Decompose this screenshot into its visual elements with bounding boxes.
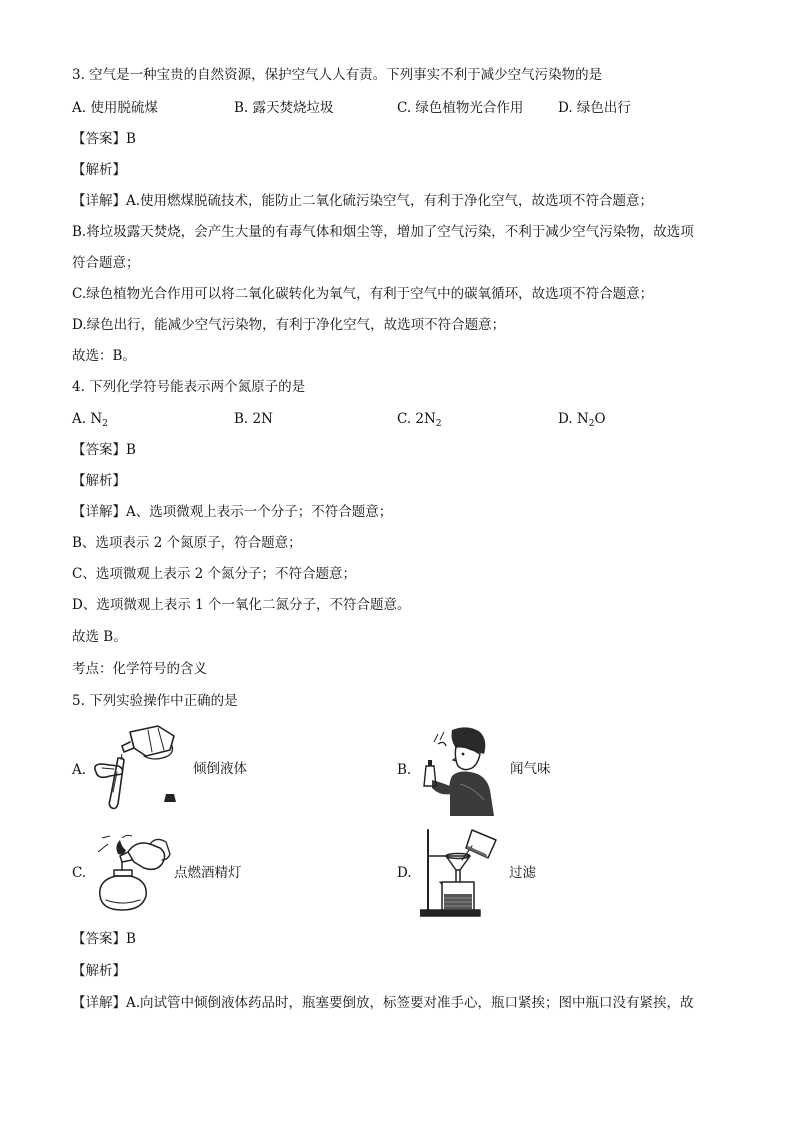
q4-detail-line: C、选项微观上表示 2 个氮分子；不符合题意；	[72, 566, 357, 582]
q3-detail-line: D.绿色出行，能减少空气污染物，有利于净化空气，故选项不符合题意；	[72, 317, 506, 333]
q4-detail-line: D、选项微观上表示 1 个一氧化二氮分子，不符合题意。	[72, 597, 411, 613]
q3-analysis-heading: 【解析】	[72, 162, 126, 178]
q3-option-c: C. 绿色植物光合作用	[397, 100, 524, 116]
q4-stem: 4. 下列化学符号能表示两个氮原子的是	[72, 379, 306, 395]
q5-option-b-caption: 闻气味	[510, 761, 551, 777]
q4-option-b: B. 2N	[234, 411, 273, 427]
q3-conclusion: 故选：B。	[72, 348, 136, 364]
q4-analysis-heading: 【解析】	[72, 473, 126, 489]
q5-option-d-letter: D.	[397, 865, 412, 881]
q3-detail-line: 符合题意；	[72, 255, 140, 271]
filtration-icon	[420, 826, 504, 918]
q5-option-c-letter: C.	[72, 865, 87, 881]
q4-option-d: D. $N_2O$	[558, 411, 606, 429]
q4-conclusion: 故选 B。	[72, 629, 127, 645]
q5-option-a-letter: A.	[72, 762, 87, 778]
q3-option-b: B. 露天焚烧垃圾	[234, 100, 334, 116]
pouring-liquid-icon	[88, 722, 188, 814]
q5-analysis-heading: 【解析】	[72, 963, 126, 979]
q5-option-a-caption: 倾倒液体	[193, 761, 247, 777]
q4-detail-line: B、选项表示 2 个氮原子，符合题意；	[72, 535, 302, 551]
q3-detail-line: B.将垃圾露天焚烧，会产生大量的有毒气体和烟尘等，增加了空气污染，不利于减少空气污染物，故选项	[72, 224, 694, 240]
q4-option-a: A. $N_2$	[72, 411, 108, 429]
q5-option-b-letter: B.	[397, 762, 412, 778]
q3-detail-line: 【详解】A.使用燃煤脱硫技术，能防止二氧化硫污染空气，有利于净化空气，故选项不符合题意；	[72, 193, 654, 209]
q3-stem: 3. 空气是一种宝贵的自然资源，保护空气人人有责。下列事实不利于减少空气污染物的是	[72, 67, 603, 83]
q5-detail-line: 【详解】A.向试管中倾倒液体药品时，瓶塞要倒放，标签要对准手心，瓶口紧挨；图中瓶口没有紧挨，故	[72, 995, 694, 1011]
q4-option-c: C. $2N_2$	[397, 411, 442, 429]
q5-stem: 5. 下列实验操作中正确的是	[72, 693, 238, 709]
q3-detail-line: C.绿色植物光合作用可以将二氧化碳转化为氧气，有利于空气中的碳氧循环，故选项不符合题意；	[72, 286, 654, 302]
q4-note: 考点：化学符号的含义	[72, 661, 207, 677]
q5-option-d-caption: 过滤	[509, 865, 536, 881]
smelling-gas-icon	[414, 724, 496, 818]
q5-option-c-caption: 点燃酒精灯	[174, 865, 242, 881]
q3-option-a: A. 使用脱硫煤	[72, 100, 158, 116]
q3-answer: 【答案】B	[72, 131, 136, 147]
q4-answer: 【答案】B	[72, 442, 136, 458]
lighting-alcohol-lamp-icon	[92, 830, 174, 914]
q4-detail-line: 【详解】A、选项微观上表示一个分子；不符合题意；	[72, 504, 393, 520]
q3-option-d: D. 绿色出行	[558, 100, 631, 116]
q5-answer: 【答案】B	[72, 931, 136, 947]
